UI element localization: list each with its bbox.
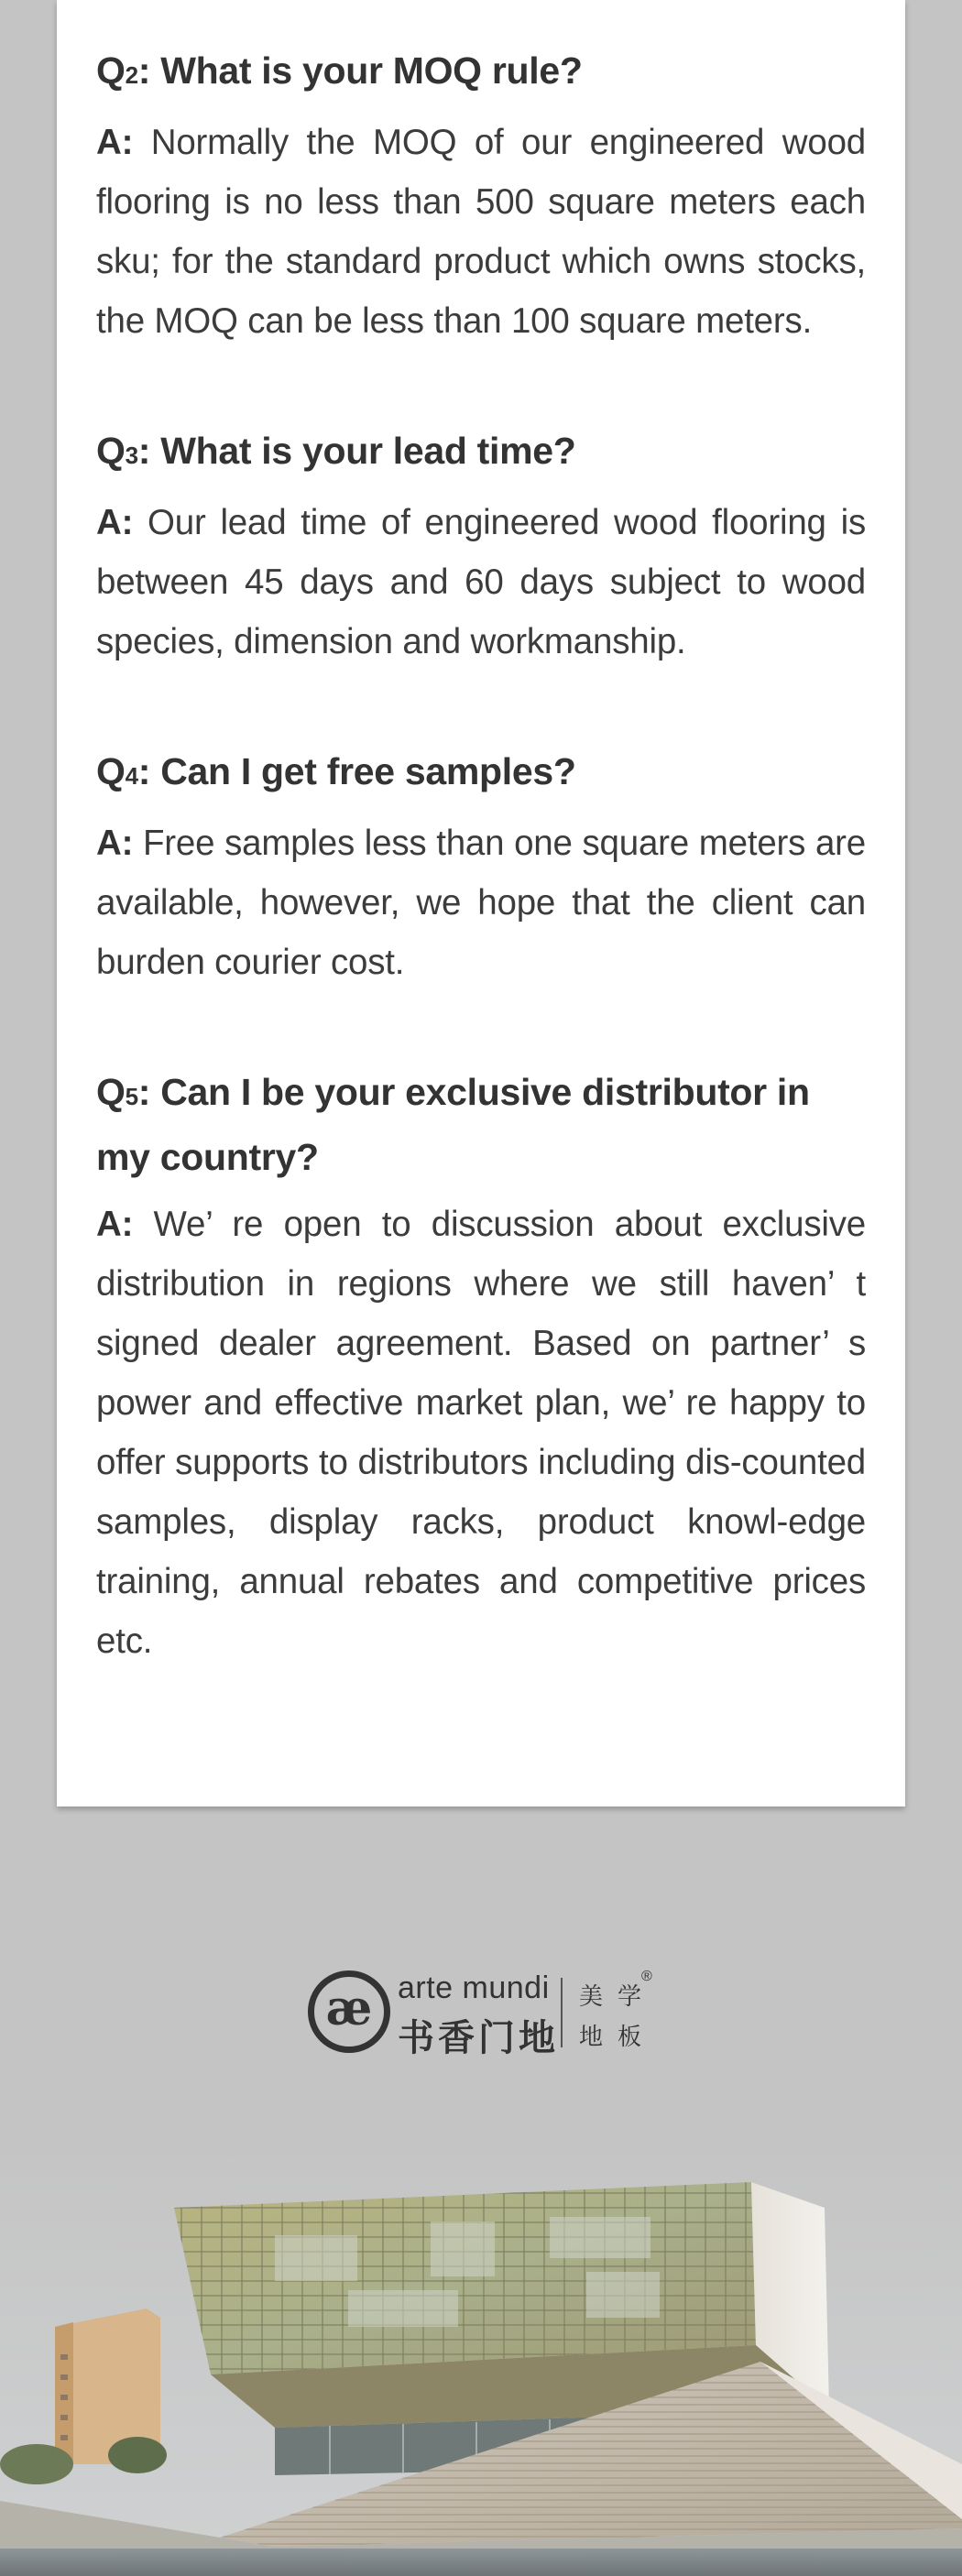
question-heading: Q4: Can I get free samples? <box>96 750 576 792</box>
faq-item-q5 <box>96 1062 866 1671</box>
faq-item-q3 <box>96 420 866 671</box>
headquarters-building-image <box>0 2134 962 2576</box>
logo-divider <box>561 1978 563 2047</box>
question-heading: Q3: What is your lead time? <box>96 430 576 472</box>
brand-logo <box>308 1965 656 2060</box>
answer-text: A: Free samples less than one square meters are available, however, we hope that the client can burden courier cost. <box>96 824 866 982</box>
brand-tagline-bottom: 地板 <box>579 2023 657 2050</box>
registered-mark: ® <box>641 1969 652 1984</box>
brand-name-cn: 书香门地 <box>398 2018 559 2058</box>
brand-name-en: arte mundi <box>398 1970 550 2005</box>
question-heading: Q2: What is your MOQ rule? <box>96 49 583 92</box>
answer-text: A: Our lead time of engineered wood flooring is between 45 days and 60 days subject to wood species, dimension and workmanship. <box>96 503 866 661</box>
question-heading: Q5: Can I be your exclusive distributor in my country? <box>96 1071 810 1178</box>
faq-item-q2 <box>96 40 866 351</box>
logo-mark-icon: æ <box>308 1970 390 2053</box>
answer-text: A: We’ re open to discussion about exclusive distribution in regions where we still haven’ t signed dealer agreement. Based on partner’ s power and effective market plan, we’ re happy to offer supports to distributors including dis-counted samples, display racks, product knowl-edge training, annual rebates and competitive prices etc. <box>96 1205 866 1661</box>
answer-text: A: Normally the MOQ of our engineered wood flooring is no less than 500 square meters each sku; for the standard product which owns stocks, the MOQ can be less than 100 square meters. <box>96 123 866 341</box>
brand-tagline-top: 美学 <box>579 1982 657 2010</box>
faq-item-q4 <box>96 741 866 992</box>
faq-card <box>57 0 905 1806</box>
